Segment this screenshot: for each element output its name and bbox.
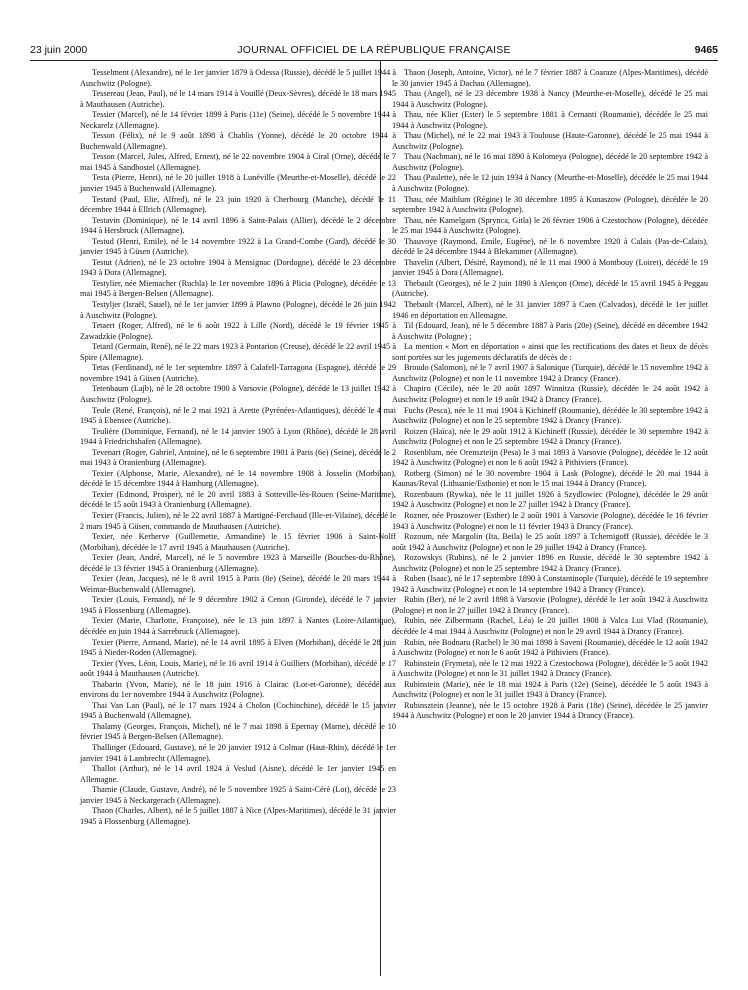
entry-paragraph: Testard (Paul, Elie, Alfred), né le 23 juin 1920 à Cherbourg (Manche), décédé le 11 décembre 1944 à Ellrich (Allemagne). — [80, 194, 396, 215]
entry-paragraph: Tetard (Germain, René), né le 22 mars 1923 à Pontarion (Creuse), décédé le 22 avril 1945 à Spire (Allemagne). — [80, 342, 396, 362]
entry-paragraph: Rubin, née Zilbermann (Rachel, Léa) le 20 juillet 1908 à Valca Lui Vlad (Roumanie), décédée le 4 mai 1944 à Auschwitz (Pologne) et non le 29 avril 1944 à Drancy (France). — [392, 616, 708, 636]
entry-paragraph: Thallinger (Edouard, Gustave), né le 20 janvier 1912 à Colmar (Haut-Rhin), décédé le 1er janvier 1941 à Lambrecht (Allemagne). — [80, 743, 396, 763]
entry-paragraph: Texier (Marie, Charlotte, Françoise), née le 13 juin 1897 à Nantes (Loire-Atlantique), décédée en juin 1944 à Sarrebruck (Allemagne). — [80, 616, 396, 636]
entry-paragraph: Testut (Adrien), né le 23 octobre 1904 à Mensignac (Dordogne), décédé le 23 décembre 1943 à Dora (Allemagne). — [80, 257, 396, 278]
entry-paragraph: Til (Edouard, Jean), né le 5 décembre 1887 à Paris (20e) (Seine), décédé en décembre 1942 à Auschwitz (Pologne) ; — [392, 321, 708, 341]
entry-paragraph: Thebault (Marcel, Albert), né le 31 janvier 1897 à Caen (Calvados), décédé le 1er juillet 1946 en déportation en Allemagne. — [392, 300, 708, 320]
entry-paragraph: Tetenbaum (Lajb), né le 28 octobre 1900 à Varsovie (Pologne), décédé le 13 juillet 1942 à Auschwitz (Pologne). — [80, 384, 396, 404]
entry-paragraph: Thauvoye (Raymond, Emile, Eugène), né le 6 novembre 1920 à Calais (Pas-de-Calais), décédé le 24 décembre 1944 à Blekammer (Allemagne). — [392, 236, 708, 257]
entry-paragraph: Thau (Paulette), née le 12 juin 1934 à Nancy (Meurthe-et-Moselle), décédée le 25 mai 1944 à Auschwitz (Pologne). — [392, 173, 708, 194]
entry-paragraph: Thau, née Klier (Ester) le 5 septembre 1881 à Cernanti (Roumanie), décédée le 25 mai 1944 à Auschwitz (Pologne). — [392, 110, 708, 130]
entry-paragraph: Teule (René, François), né le 2 mai 1921 à Arette (Pyrénées-Atlantiques), décédé le 4 mai 1945 à Ebensee (Autriche). — [80, 405, 396, 426]
entry-paragraph: La mention « Mort en déportation » ainsi que les rectifications des dates et lieux de décès sont portées sur les jugements déclaratifs de décès de : — [392, 342, 708, 362]
entry-paragraph: Chapiro (Cécile), née le 20 août 1897 Winnitza (Russie), décédée le 24 août 1942 à Auschwitz (Pologne) et non le 19 août 1942 à Drancy (France). — [392, 384, 708, 404]
entry-paragraph: Thau, née Kamelgarn (Sprynca, Gitla) le 26 février 1906 à Czestochow (Pologne), décédée le 25 mai 1944 à Auschwitz (Pologne). — [392, 215, 708, 236]
entry-paragraph: Texier, née Kerherve (Guillemette, Armandine) le 15 février 1906 à Saint-Nolff (Morbihan), décédée le 17 avril 1945 à Mauthausen (Autriche). — [80, 532, 396, 552]
header-rule — [30, 60, 718, 61]
right-column — [392, 68, 708, 722]
entry-paragraph: Rubin (Ber), né le 2 avril 1898 à Varsovie (Pologne), décédé le 1er août 1942 à Auschwitz (Pologne) et non le 27 juillet 1942 à Drancy (France). — [392, 595, 708, 615]
entry-paragraph: Rozner, née Proszower (Esther) le 2 août 1901 à Varsovie (Pologne), décédée le 16 février 1943 à Auschwitz (Pologne) et non le 11 février 1943 à Drancy (France). — [392, 510, 708, 531]
entry-paragraph: Tessier (Marcel), né le 14 février 1899 à Paris (11e) (Seine), décédé le 5 novembre 1944 à Neckarelz (Allemagne). — [80, 110, 396, 130]
entry-paragraph: Texier (Alphonse, Marie, Alexandre), né le 14 novembre 1908 à Josselin (Morbihan), décédé le 15 décembre 1944 à Hamburg (Allemagne). — [80, 468, 396, 489]
entry-paragraph: Tetas (Ferdinand), né le 1er septembre 1897 à Calafell-Tarragona (Espagne), décédé le 29 novembre 1941 à Güsen (Autriche). — [80, 363, 396, 383]
entry-paragraph: Texier (Louis, Fernand), né le 9 décembre 1902 à Cenon (Gironde), décédé le 7 janvier 1945 à Flossenburg (Allemagne). — [80, 595, 396, 615]
entry-paragraph: Rosenblum, née Orenszteijn (Pesa) le 3 mai 1893 à Varsovie (Pologne), décédée le 12 août 1942 à Auschwitz (Pologne) et non le 6 août 1942 à Pithiviers (France). — [392, 447, 708, 468]
left-column — [80, 68, 396, 827]
entry-paragraph: Thallot (Arthur), né le 14 avril 1924 à Veslud (Aisne), décédé le 1er janvier 1945 en Allemagne. — [80, 764, 396, 784]
entry-paragraph: Rubinstein (Frymeta), née le 12 mai 1922 à Czestochowa (Pologne), décédée le 5 août 1942 à Auschwitz (Pologne) et non le 31 juillet 1942 à Drancy (France). — [392, 658, 708, 679]
entry-paragraph: Testa (Pierre, Henri), né le 20 juillet 1918 à Lunéville (Meurthe-et-Moselle), décédé le 22 janvier 1945 à Buchenwald (Allemagne). — [80, 173, 396, 194]
entry-paragraph: Thau (Angel), né le 23 décembre 1938 à Nancy (Meurthe-et-Moselle), décédé le 25 mai 1944 à Auschwitz (Pologne). — [392, 89, 708, 109]
entry-paragraph: Tesson (Marcel, Jules, Alfred, Ernest), né le 22 novembre 1904 à Ciral (Orne), décédé le 7 mai 1945 à Sandbostel (Allemagne). — [80, 152, 396, 172]
entry-paragraph: Tesson (Félix), né le 9 août 1898 à Chablis (Yonne), décédé le 20 octobre 1944 à Buchenwald (Allemagne). — [80, 131, 396, 151]
entry-paragraph: Texier (Jean, Jacques), né le 8 avril 1915 à Paris (8e) (Seine), décédé le 20 mars 1944 à Weimar-Buchenwald (Allemagne). — [80, 574, 396, 594]
entry-paragraph: Rozenbaum (Rywka), née le 11 juillet 1926 à Szydlowiec (Pologne), décédée le 29 août 1942 à Auschwitz (Pologne) et non le 27 juillet 1942 à Drancy (France). — [392, 489, 708, 510]
entry-paragraph: Texier (Francis, Julien), né le 22 avril 1887 à Martigné-Ferchaud (Ille-et-Vilaine), décédé le 2 mars 1945 à Güsen, commando de Mauthausen (Autriche). — [80, 510, 396, 531]
entry-paragraph: Rozowskys (Rubins), né le 2 janvier 1896 en Russie, décédé le 30 septembre 1942 à Auschwitz (Pologne) et non le 25 septembre 1942 à Drancy (France). — [392, 553, 708, 573]
entry-paragraph: Thavelin (Albert, Désiré, Raymond), né le 11 mai 1900 à Montbouy (Loiret), décédé le 19 janvier 1945 à Dora (Allemagne). — [392, 257, 708, 278]
page-number: 9465 — [694, 44, 718, 56]
entry-paragraph: Thaon (Charles, Albert), né le 5 juillet 1887 à Nice (Alpes-Maritimes), décédé le 31 janvier 1945 à Flossenburg (Allemagne). — [80, 806, 396, 826]
entry-paragraph: Fuchs (Pesca), née le 11 mai 1904 à Kichineff (Roumanie), décédée le 30 septembre 1942 à Auschwitz (Pologne) et non le 25 septembre 1942 à Drancy (France). — [392, 405, 708, 426]
entry-paragraph: Tessereau (Jean, Paul), né le 14 mars 1914 à Vouillé (Deux-Sèvres), décédé le 18 mars 1945 à Mauthausen (Autriche). — [80, 89, 396, 109]
entry-paragraph: Thebault (Georges), né le 2 juin 1890 à Alençon (Orne), décédé le 15 avril 1945 à Peggau (Autriche). — [392, 278, 708, 299]
entry-paragraph: Tetaert (Roger, Alfred), né le 6 août 1922 à Lille (Nord), décédé le 19 février 1945 à Zawadzkie (Pologne). — [80, 321, 396, 341]
entry-paragraph: Testylier, née Miemacher (Ruchla) le 1er novembre 1896 à Plicia (Pologne), décédée le 13 mai 1945 à Bergen-Belsen (Allemagne). — [80, 278, 396, 299]
entry-paragraph: Rozoum, née Margolin (Ita, Beila) le 25 août 1897 à Tchernigoff (Russie), décédée le 3 août 1942 à Auschwitz (Pologne) et non le 29 juillet 1942 à Drancy (France). — [392, 532, 708, 552]
entry-paragraph: Rotberg (Simon) né le 30 novembre 1904 à Lask (Pologne), décédé le 20 mai 1944 à Kaunas/Reval (Lithuanie/Esthonie) et non le 15 mai 1944 à Drancy (France). — [392, 468, 708, 489]
entry-paragraph: Testud (Henri, Emile), né le 14 novembre 1922 à La Grand-Combe (Gard), décédé le 30 janvier 1945 à Güsen (Autriche). — [80, 236, 396, 257]
entry-paragraph: Thai Van Lan (Paul), né le 17 mars 1924 à Cholon (Cochinchine), décédé le 15 janvier 1945 à Buchenwald (Allemagne). — [80, 700, 396, 721]
entry-paragraph: Teulière (Dominique, Fernand), né le 14 janvier 1905 à Lyon (Rhône), décédé le 28 avril 1944 à Friedrichshafen (Allemagne). — [80, 426, 396, 447]
entry-paragraph: Rubinstein (Marie), née le 18 mai 1924 à Paris (12e) (Seine), décédée le 5 août 1943 à Auschwitz (Pologne) et non le 31 juillet 1943 à Drancy (France). — [392, 679, 708, 700]
entry-paragraph: Testavin (Dominique), né le 14 avril 1896 à Saint-Palais (Allier), décédé le 2 décembre 1944 à Hersbruck (Allemagne). — [80, 215, 396, 236]
entry-paragraph: Thabarin (Yvon, Marie), né le 18 juin 1916 à Clairac (Lot-et-Garonne), décédé aux environs du 1er novembre 1944 à Auschwitz (Pologne). — [80, 679, 396, 700]
entry-paragraph: Thamie (Claude, Gustave, André), né le 5 novembre 1925 à Saint-Céré (Lot), décédé le 23 janvier 1945 à Neckargerach (Allemagne). — [80, 785, 396, 805]
entry-paragraph: Thalamy (Georges, François, Michel), né le 7 mai 1898 à Epernay (Marne), décédé le 10 février 1945 à Bergen-Belsen (Allemagne). — [80, 721, 396, 742]
entry-paragraph: Thau (Nachman), né le 16 mai 1890 à Kolomeya (Pologne), décédé le 20 septembre 1942 à Auschwitz (Pologne). — [392, 152, 708, 172]
entry-paragraph: Tevenart (Roger, Gabriel, Antoine), né le 6 septembre 1901 à Paris (6e) (Seine), décédé le 2 mai 1943 à Oranienburg (Allemagne). — [80, 447, 396, 468]
entry-paragraph: Roizen (Haïca), née le 29 août 1912 à Kichineff (Russie), décédée le 30 septembre 1942 à Auschwitz (Pologne) et non le 25 septembre 1942 à Drancy (France). — [392, 426, 708, 447]
journal-title: JOURNAL OFFICIEL DE LA RÉPUBLIQUE FRANÇAISE — [237, 44, 511, 56]
entry-paragraph: Testyljer (Israël, Sauel), né le 1er janvier 1899 à Plawno (Pologne), décédé le 26 juin 1942 à Auschwitz (Pologne). — [80, 300, 396, 320]
entry-paragraph: Texier (Edmond, Prosper), né le 20 avril 1883 à Sotteville-lès-Rouen (Seine-Maritime), décédé le 15 août 1943 à Oranienburg (Allemagne). — [80, 489, 396, 510]
entry-paragraph: Rubinsztein (Jeanne), née le 15 octobre 1928 à Paris (18e) (Seine), décédée le 25 janvier 1944 à Auschwitz (Pologne) et non le 20 janvier 1944 à Drancy (France). — [392, 700, 708, 721]
page-header — [30, 44, 718, 58]
entry-paragraph: Rubin, née Bodnaru (Rachel) le 30 mai 1898 à Saveni (Roumanie), décédée le 12 août 1942 à Auschwitz (Pologne) et non le 6 août 1942 à Pithiviers (France). — [392, 637, 708, 658]
entry-paragraph: Thaon (Joseph, Antoine, Victor), né le 7 février 1887 à Coaraze (Alpes-Maritimes), décédé le 30 janvier 1945 à Dachau (Allemagne). — [392, 68, 708, 88]
entry-paragraph: Broudo (Salomon), né le 7 avril 1907 à Salonique (Turquie), décédé le 15 novembre 1942 à Auschwitz (Pologne) et non le 11 novembre 1942 à Drancy (France). — [392, 363, 708, 383]
entry-paragraph: Texier (Pierre, Armand, Marie), né le 14 avril 1895 à Elven (Morbihan), décédé le 28 juin 1945 à Nieder-Roden (Allemagne). — [80, 637, 396, 658]
entry-paragraph: Texier (Yves, Léon, Louis, Marie), né le 16 avril 1914 à Guilliers (Morbihan), décédé le 17 août 1944 à Mauthausen (Autriche). — [80, 658, 396, 679]
entry-paragraph: Thau, née Maiblum (Régine) le 30 décembre 1895 à Kunaszow (Pologne), décédée le 20 septembre 1942 à Auschwitz (Pologne). — [392, 194, 708, 215]
entry-paragraph: Thau (Michel), né le 22 mai 1943 à Toulouse (Haute-Garonne), décédé le 25 mai 1944 à Auschwitz (Pologne). — [392, 131, 708, 151]
header-date: 23 juin 2000 — [30, 44, 88, 56]
entry-paragraph: Texier (Jean, André, Marcel), né le 5 novembre 1923 à Marseille (Bouches-du-Rhône), décédé le 13 février 1945 à Oranienburg (Allemagne). — [80, 553, 396, 573]
entry-paragraph: Tesselment (Alexandre), né le 1er janvier 1879 à Odessa (Russie), décédé le 5 juillet 1944 à Auschwitz (Pologne). — [80, 68, 396, 88]
entry-paragraph: Ruben (Isaac), né le 17 septembre 1890 à Constantinople (Turquie), décédé le 19 septembre 1942 à Auschwitz (Pologne) et non le 14 septembre 1942 à Drancy (France). — [392, 574, 708, 594]
